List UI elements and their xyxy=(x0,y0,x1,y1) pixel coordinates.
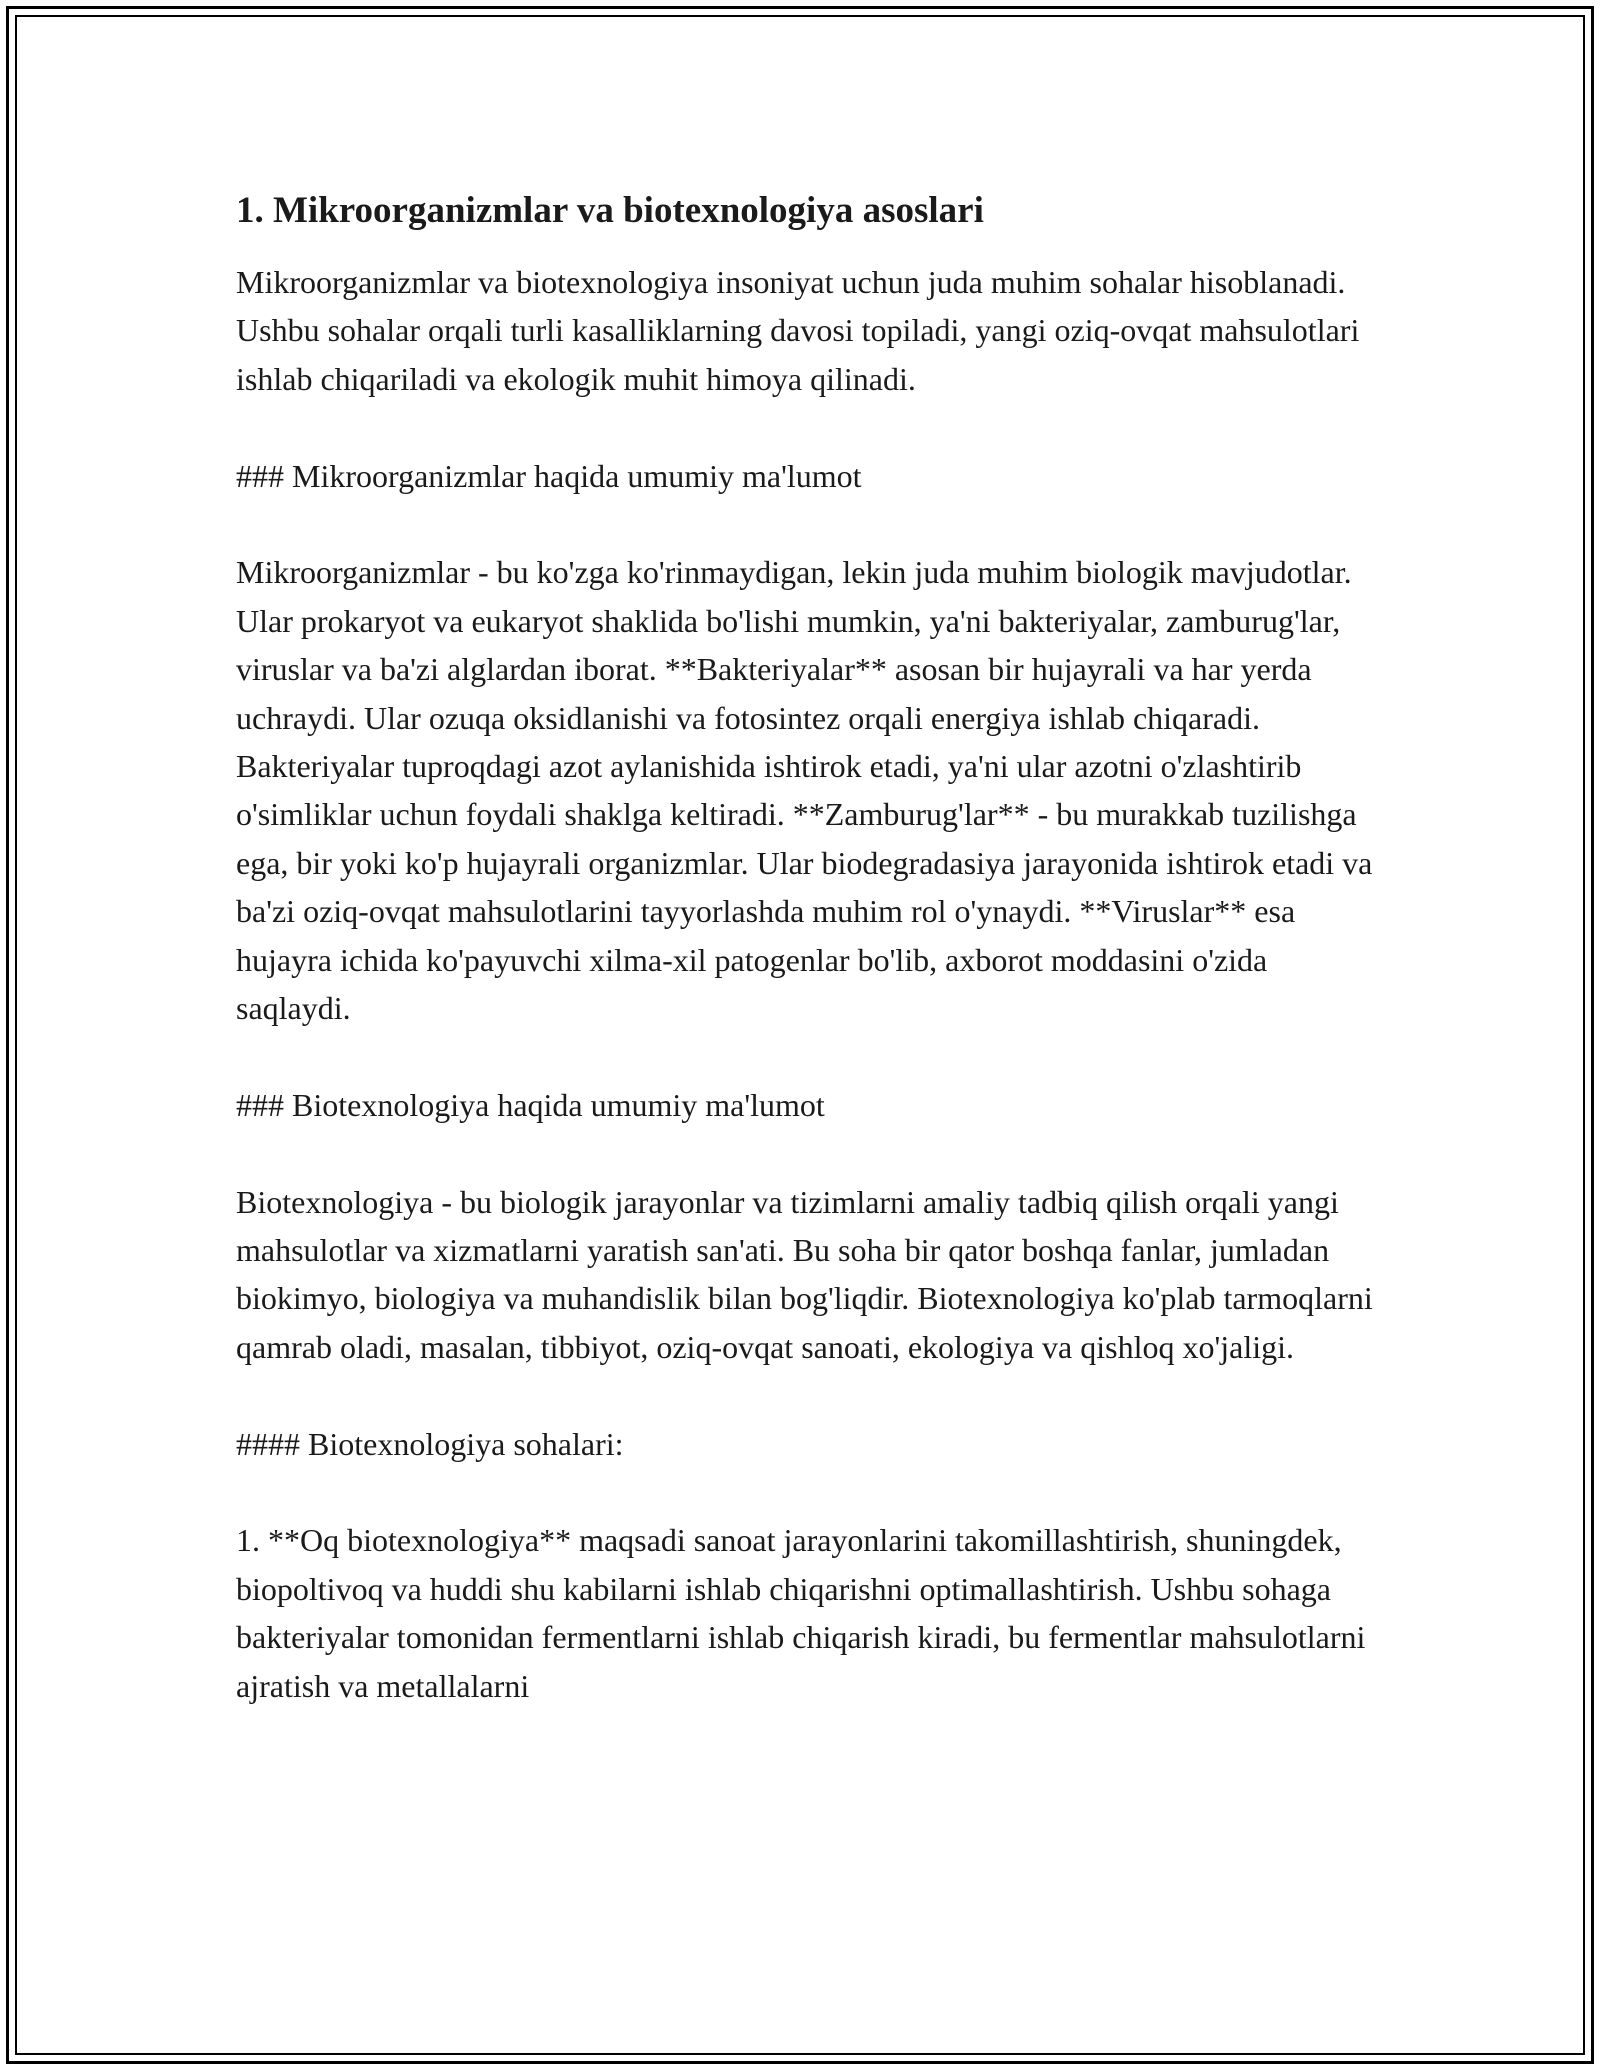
subsection-heading-sohalari: #### Biotexnologiya sohalari: xyxy=(236,1425,624,1462)
intro-paragraph: Mikroorganizmlar va biotexnologiya insoniyat uchun juda muhim sohalar hisoblanadi. Ushbu sohalar orqali turli kasalliklarning davosi topiladi, yangi oziq-ovqat mahsulotlari ishlab chiqariladi va ekologik muhit himoya qilinadi. xyxy=(236,264,1360,397)
list-item-oq-biotexnologiya: 1. **Oq biotexnologiya** maqsadi sanoat jarayonlarini takomillashtirish, shuningdek, biopoltivoq va huddi shu kabilarni ishlab chiqarishni optimallashtirish. Ushbu sohaga bakteriyalar tomonidan fermentlarni ishlab chiqarish kiradi, bu fermentlar mahsulotlarni ajratish va metallalarni xyxy=(236,1522,1366,1704)
document-body xyxy=(236,186,1376,1710)
biotexnologiya-paragraph: Biotexnologiya - bu biologik jarayonlar va tizimlarni amaliy tadbiq qilish orqali yangi mahsulotlar va xizmatlarni yaratish san'ati. Bu soha bir qator boshqa fanlar, jumladan biokimyo, biologiya va muhandislik bilan bog'liqdir. Biotexnologiya ko'plab tarmoqlarni qamrab oladi, masalan, tibbiyot, oziq-ovqat sanoati, ekologiya va qishloq xo'jaligi. xyxy=(236,1183,1373,1365)
document-title: 1. Mikroorganizmlar va biotexnologiya asoslari xyxy=(236,190,984,231)
section-heading-mikroorganizmlar: ### Mikroorganizmlar haqida umumiy ma'lumot xyxy=(236,457,862,494)
section-heading-biotexnologiya: ### Biotexnologiya haqida umumiy ma'lumot xyxy=(236,1086,825,1123)
mikroorganizmlar-paragraph: Mikroorganizmlar - bu ko'zga ko'rinmaydigan, lekin juda muhim biologik mavjudotlar. Ular prokaryot va eukaryot shaklida bo'lishi mumkin, ya'ni bakteriyalar, zamburug'lar, viruslar va ba'zi alglardan iborat. **Bakteriyalar** asosan bir hujayrali va har yerda uchraydi. Ular ozuqa oksidlanishi va fotosintez orqali energiya ishlab chiqaradi. Bakteriyalar tuproqdagi azot aylanishida ishtirok etadi, ya'ni ular azotni o'zlashtirib o'simliklar uchun foydali shaklga keltiradi. **Zamburug'lar** - bu murakkab tuzilishga ega, bir yoki ko'p hujayrali organizmlar. Ular biodegradasiya jarayonida ishtirok etadi va ba'zi oziq-ovqat mahsulotlarini tayyorlashda muhim rol o'ynaydi. **Viruslar** esa hujayra ichida ko'payuvchi xilma-xil patogenlar bo'lib, axborot moddasini o'zida saqlaydi. xyxy=(236,554,1373,1027)
